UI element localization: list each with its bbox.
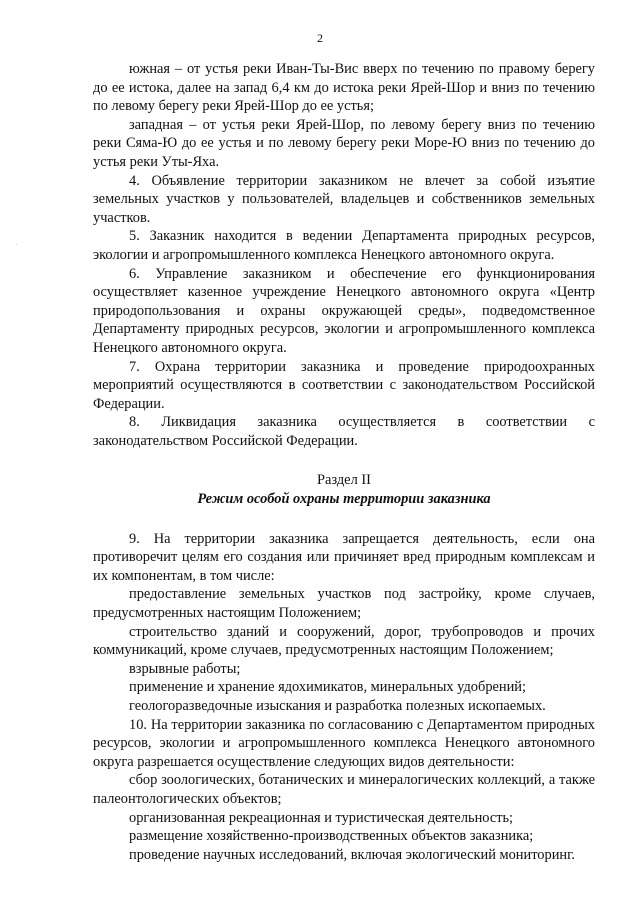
paragraph-item-6: 6. Управление заказником и обеспечение его функционирования осуществляет казенное учреждение Ненецкого автономного округа «Центр природопользования и охраны окружающей среды», подведомственное Департаменту природных ресурсов, экологии и агропромышленного комплекса Ненецкого автономного округа. bbox=[93, 265, 595, 356]
list-item-facilities: размещение хозяйственно-производственных объектов заказника; bbox=[129, 828, 534, 845]
list-item-research: проведение научных исследований, включая экологический мониторинг. bbox=[129, 846, 575, 863]
section-title: Режим особой охраны территории заказника bbox=[197, 491, 491, 508]
list-item-geology: геологоразведочные изыскания и разработка полезных ископаемых. bbox=[129, 698, 546, 714]
paragraph-south-border: южная – от устья реки Иван-Ты-Вис вверх по течению по правому берегу до ее истока, далее на запад 6,4 км до истока реки Ярей-Шор и вниз по течению по левому берегу реки Ярей-Шор до ее устья; bbox=[93, 61, 595, 115]
paragraph-item-4: 4. Объявление территории заказником не влечет за собой изъятие земельных участков у пользователей, владельцев и собственников земельных участков. bbox=[93, 172, 595, 226]
paragraph-item-9: 9. На территории заказника запрещается деятельность, если она противоречит целям его создания или причиняет вред природным комплексам и их компонентам, в том числе: bbox=[93, 530, 595, 584]
list-item-blasting: взрывные работы; bbox=[129, 660, 241, 677]
list-item-collections: сбор зоологических, ботанических и минералогических коллекций, а также палеонтологических объектов; bbox=[93, 772, 595, 807]
paragraph-item-8: 8. Ликвидация заказника осуществляется в соответствии с законодательством Российской Федерации. bbox=[93, 414, 595, 449]
scan-margin-mark bbox=[16, 244, 17, 245]
document-body bbox=[93, 60, 595, 864]
paragraph-item-7: 7. Охрана территории заказника и проведение природоохранных мероприятий осуществляются в соответствии с законодательством Российской Федерации. bbox=[93, 358, 595, 412]
list-item-recreation: организованная рекреационная и туристическая деятельность; bbox=[129, 809, 514, 826]
list-item-chemicals: применение и хранение ядохимикатов, минеральных удобрений; bbox=[129, 679, 526, 696]
list-item-construction: строительство зданий и сооружений, дорог, трубопроводов и прочих коммуникаций, кроме случаев, предусмотренных настоящим Положением; bbox=[93, 623, 595, 659]
paragraph-item-10: 10. На территории заказника по согласованию с Департаментом природных ресурсов, экологии и агропромышленного комплекса Ненецкого автономного округа разрешается осуществление следующих видов деятельности: bbox=[93, 716, 595, 770]
page-number: 2 bbox=[317, 31, 323, 45]
paragraph-west-border: западная – от устья реки Ярей-Шор, по левому берегу вниз по течению реки Сяма-Ю до ее устья и по левому берегу реки Море-Ю вниз по течению до устья реки Уты-Яха. bbox=[93, 116, 595, 170]
section-label: Раздел II bbox=[317, 472, 371, 489]
paragraph-item-5: 5. Заказник находится в ведении Департамента природных ресурсов, экологии и агропромышленного комплекса Ненецкого автономного округа. bbox=[93, 228, 595, 263]
list-item-land-plots: предоставление земельных участков под застройку, кроме случаев, предусмотренных настоящим Положением; bbox=[93, 586, 595, 622]
